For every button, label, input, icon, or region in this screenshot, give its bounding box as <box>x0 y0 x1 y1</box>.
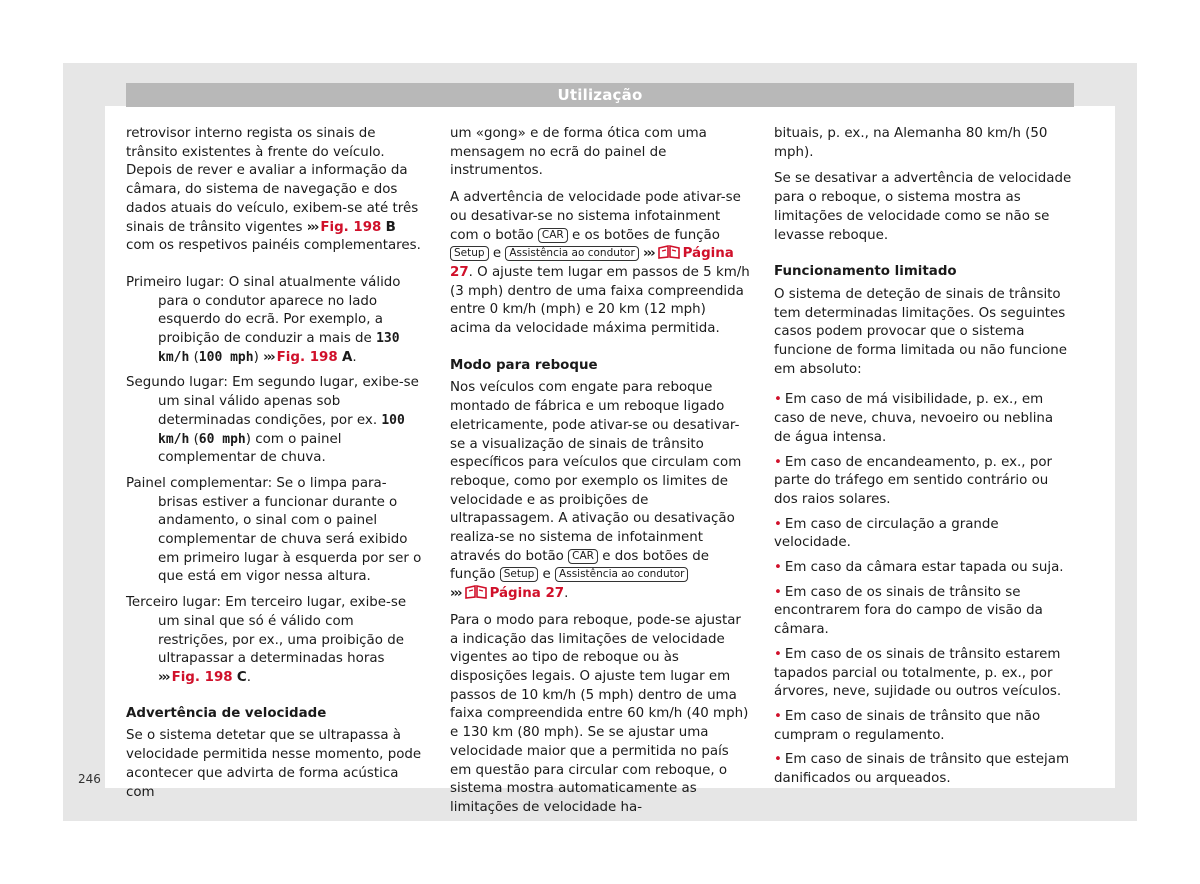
column-2 <box>450 125 750 826</box>
paragraph: A advertência de velocidade pode ativar-se ou desativar-se no sistema infotainment com o botão CAR e os botões de função Setup e Assistência ao condutor ››› Página 27. O ajuste tem lugar em passos de 5 km/h (3 mph) dentro de uma faixa compreendida entre 0 km/h (mph) e 20 km (12 mph) acima da velocidade máxima permitida. <box>450 190 750 337</box>
definition-item: Segundo lugar: Em segundo lugar, exibe-se um sinal válido apenas sob determinadas condições, por ex. 100 km/h (60 mph) com o painel complementar de chuva. <box>126 375 419 466</box>
setup-button-key: Setup <box>500 567 539 582</box>
definition-item: Terceiro lugar: Em terceiro lugar, exibe-se um sinal que só é válido com restrições, por ex., uma proibição de ultrapassar a determinadas horas ››› Fig. 198 C. <box>126 595 407 685</box>
bullet-icon: • <box>774 560 782 576</box>
arrow-icon: ››› <box>450 586 461 602</box>
bullet-icon: • <box>774 752 782 768</box>
list-item: • Em caso de encandeamento, p. ex., por parte do tráfego em sentido contrário ou dos raios solares. <box>774 454 1053 507</box>
paragraph: bituais, p. ex., na Alemanha 80 km/h (50 mph). <box>774 126 1048 160</box>
bullet-icon: • <box>774 708 782 724</box>
column-1 <box>126 125 426 810</box>
definition-item: Painel complementar: Se o limpa para-brisas estiver a funcionar durante o andamento, o sinal com o painel complementar de chuva será exibido em primeiro lugar à esquerda por ser o que está em vigor nessa altura. <box>126 475 422 585</box>
paragraph: Nos veículos com engate para reboque montado de fábrica e um reboque ligado eletricamente, pode ativar-se ou desativar-se a visualização de sinais de trânsito específicos para veículos que circulam com reboque, como por exemplo os limites de velocidade e as proibições de ultrapassagem. A ativação ou desativação realiza-se no sistema de infotainment através do botão CAR e dos botões de função Setup e Assistência ao condutor ››› Página 27. <box>450 380 742 602</box>
page-number: 246 <box>78 772 101 786</box>
definition-item: Primeiro lugar: O sinal atualmente válido para o condutor aparece no lado esquerdo do ecrã. Por exemplo, a proibição de conduzir a mais de 130 km/h (100 mph) ››› Fig. 198 A. <box>126 274 401 365</box>
list-item: • Em caso da câmara estar tapada ou suja. <box>774 560 1064 576</box>
arrow-icon: ››› <box>643 246 654 262</box>
list-item: • Em caso de sinais de trânsito que não cumpram o regulamento. <box>774 708 1041 743</box>
list-item: • Em caso de má visibilidade, p. ex., em caso de neve, chuva, nevoeiro ou neblina de água intensa. <box>774 392 1054 445</box>
section-title: Utilização <box>557 86 643 104</box>
bullet-icon: • <box>774 454 782 470</box>
subheading: Funcionamento limitado <box>774 264 957 280</box>
bullet-icon: • <box>774 646 782 662</box>
paragraph: Se se desativar a advertência de velocidade para o reboque, o sistema mostra as limitações de velocidade como se não se levasse reboque. <box>774 171 1072 243</box>
arrow-icon: ››› <box>263 349 274 365</box>
subheading: Advertência de velocidade <box>126 705 327 721</box>
arrow-icon: ››› <box>158 669 169 685</box>
paragraph: um «gong» e de forma ótica com uma mensagem no ecrã do painel de instrumentos. <box>450 126 707 179</box>
paragraph: Se o sistema detetar que se ultrapassa à velocidade permitida nesse momento, pode acontecer que advirta de forma acústica com <box>126 728 422 800</box>
page-link[interactable]: Página 27 <box>489 586 565 602</box>
book-icon <box>464 585 488 599</box>
figure-link[interactable]: Fig. 198 <box>171 669 233 685</box>
assist-button-key: Assistência ao condutor <box>555 567 688 582</box>
column-3 <box>774 125 1074 795</box>
bullet-icon: • <box>774 392 782 408</box>
page-link[interactable]: Página 27 <box>450 246 734 280</box>
paragraph: retrovisor interno regista os sinais de trânsito existentes à frente do veículo. Depois de rever e avaliar a informação da câmara, do sistema de navegação e dos dados atuais do veículo, exibem-se até três sinais de trânsito vigentes ››› Fig. 198 B com os respetivos painéis complementares. <box>126 126 421 254</box>
paragraph: Para o modo para reboque, pode-se ajustar a indicação das limitações de velocidade vigentes ao tipo de reboque ou às disposições legais. O ajuste tem lugar em passos de 10 km/h (5 mph) dentro de uma faixa compreendida entre 60 km/h (40 mph) e 130 km (80 mph). Se se ajustar uma velocidade maior que a permitida no país em questão para circular com reboque, o sistema mostra automaticamente as limitações de velocidade ha- <box>450 612 749 815</box>
setup-button-key: Setup <box>450 246 489 261</box>
paragraph: O sistema de deteção de sinais de trânsito tem determinadas limitações. Os seguintes casos podem provocar que o sistema funcione de forma limitada ou não funcione em absoluto: <box>774 286 1068 377</box>
list-item: • Em caso de os sinais de trânsito estarem tapados parcial ou totalmente, p. ex., por árvores, neve, sujidade ou outros veículos. <box>774 646 1062 700</box>
assist-button-key: Assistência ao condutor <box>505 246 638 261</box>
car-button-key: CAR <box>538 228 568 243</box>
bullet-icon: • <box>774 584 782 600</box>
figure-link[interactable]: Fig. 198 <box>320 219 382 235</box>
list-item: • Em caso de circulação a grande velocidade. <box>774 516 999 551</box>
figure-link[interactable]: Fig. 198 <box>276 349 338 365</box>
subheading: Modo para reboque <box>450 357 598 373</box>
list-item: • Em caso de sinais de trânsito que estejam danificados ou arqueados. <box>774 752 1069 787</box>
bullet-icon: • <box>774 516 782 532</box>
book-icon <box>657 245 681 259</box>
list-item: • Em caso de os sinais de trânsito se encontrarem fora do campo de visão da câmara. <box>774 584 1043 638</box>
section-header <box>126 83 1074 107</box>
arrow-icon: ››› <box>306 219 318 235</box>
car-button-key: CAR <box>568 549 598 564</box>
